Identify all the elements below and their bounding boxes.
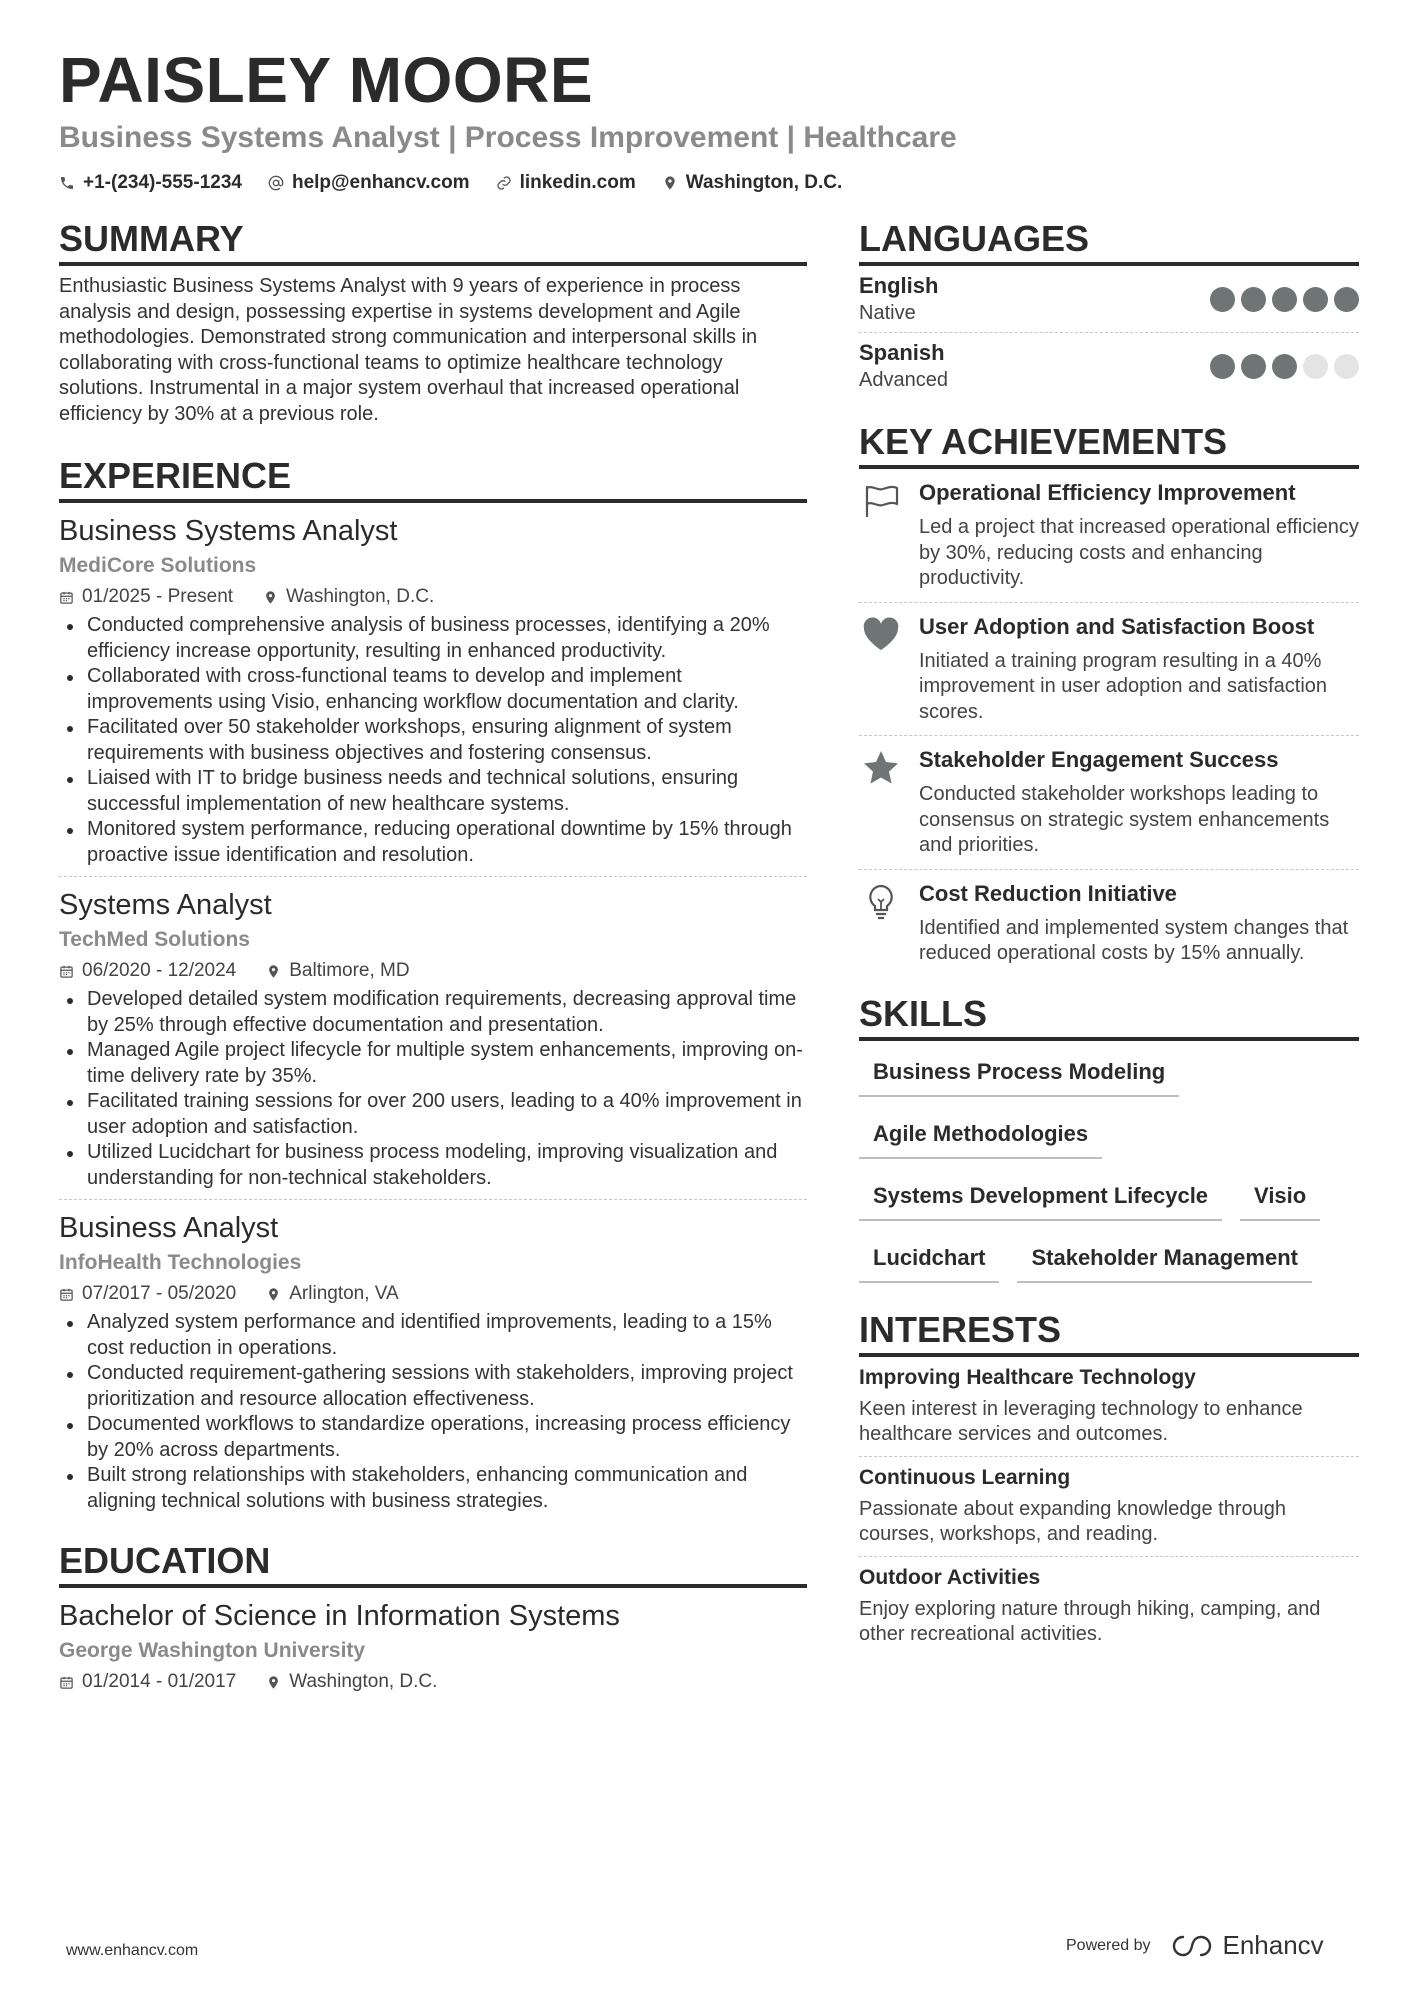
flag-icon (861, 481, 901, 521)
job-dates (59, 583, 233, 611)
calendar-icon (59, 590, 74, 605)
achievement-desc: Led a project that increased operational efficiency by 30%, reducing costs and enhancing productivity. (919, 516, 1359, 589)
job-entry (59, 503, 807, 877)
language-level: Advanced (859, 369, 948, 391)
job-bullets (59, 987, 807, 1191)
rating-dot (1272, 354, 1297, 379)
brand-logo[interactable] (1169, 1930, 1324, 1961)
achievement-item (859, 870, 1359, 977)
education-degree: Bachelor of Science in Information Systems (59, 1600, 620, 1632)
education-dates-text: 01/2014 - 01/2017 (82, 1671, 237, 1692)
job-dates (59, 1280, 236, 1308)
job-bullet: Facilitated training sessions for over 200 users, leading to a 40% improvement in user adoption and satisfaction. (59, 1089, 807, 1140)
map-pin-icon (266, 964, 281, 979)
interest-desc: Keen interest in leveraging technology to enhance healthcare services and outcomes. (859, 1397, 1303, 1445)
link-icon (496, 175, 512, 191)
interest-title: Outdoor Activities (859, 1565, 1041, 1589)
languages-section (859, 218, 1359, 399)
footer-website[interactable]: www.enhancv.com (66, 1942, 199, 1959)
achievement-item (859, 736, 1359, 870)
achievement-item (859, 603, 1359, 737)
rating-dot (1303, 287, 1328, 312)
language-item (859, 266, 1359, 333)
achievement-desc: Conducted stakeholder workshops leading to consensus on strategic system enhancements and priorities. (919, 783, 1330, 856)
job-dates-text: 06/2020 - 12/2024 (82, 960, 237, 981)
skill-tag: Visio (1240, 1177, 1320, 1221)
education-dates (59, 1668, 236, 1696)
job-bullets (59, 1310, 807, 1514)
resume-header (59, 44, 1359, 194)
language-name: Spanish (859, 340, 945, 365)
job-location-text: Arlington, VA (289, 1283, 399, 1304)
skill-tag: Stakeholder Management (1017, 1239, 1312, 1283)
education-location-text: Washington, D.C. (289, 1671, 438, 1692)
map-pin-icon (263, 590, 278, 605)
education-section (59, 1540, 807, 1704)
interest-title: Continuous Learning (859, 1465, 1071, 1489)
achievement-title: User Adoption and Satisfaction Boost (919, 613, 1315, 639)
job-dates (59, 957, 236, 985)
calendar-icon (59, 1287, 74, 1302)
job-bullet: Managed Agile project lifecycle for multiple system enhancements, improving on-time delivery rate by 35%. (59, 1038, 807, 1089)
rating-dot (1303, 354, 1328, 379)
job-bullet: Facilitated over 50 stakeholder workshops, ensuring alignment of system requirements with business objectives and fostering consensus. (59, 715, 807, 766)
job-bullets (59, 613, 807, 868)
summary-heading: SUMMARY (59, 218, 807, 266)
job-dates-text: 01/2025 - Present (82, 586, 234, 607)
education-entry (59, 1588, 807, 1704)
interest-item (859, 1457, 1359, 1557)
job-bullet: Conducted comprehensive analysis of business processes, identifying a 20% efficiency increase opportunity, resulting in enhanced productivity. (59, 613, 807, 664)
skill-tag: Agile Methodologies (859, 1115, 1102, 1159)
candidate-title: Business Systems Analyst | Process Improvement | Healthcare (59, 121, 957, 154)
job-entry (59, 877, 807, 1200)
rating-dot (1272, 287, 1297, 312)
contact-phone-text: +1-(234)-555-1234 (83, 172, 242, 193)
interests-heading: INTERESTS (859, 1309, 1359, 1357)
job-company: MediCore Solutions (59, 554, 257, 577)
job-bullet: Analyzed system performance and identified improvements, leading to a 15% cost reduction in operations. (59, 1310, 807, 1361)
rating-dot (1210, 354, 1235, 379)
contact-location-text: Washington, D.C. (685, 172, 843, 193)
skills-section (859, 993, 1359, 1283)
rating-dot (1334, 354, 1359, 379)
contact-bar (59, 172, 1359, 194)
language-rating (1210, 287, 1359, 312)
contact-phone[interactable] (59, 172, 242, 194)
contact-email-text: help@enhancv.com (291, 172, 470, 193)
job-bullet: Utilized Lucidchart for business process modeling, improving visualization and understanding for non-technical stakeholders. (59, 1140, 807, 1191)
skill-tag: Lucidchart (859, 1239, 999, 1283)
summary-section (59, 218, 807, 427)
interest-item (859, 1357, 1359, 1457)
skills-list (859, 1053, 1359, 1283)
job-location (266, 1280, 398, 1308)
job-meta (59, 957, 807, 985)
rating-dot (1241, 287, 1266, 312)
skills-heading: SKILLS (859, 993, 1359, 1041)
interest-item (859, 1557, 1359, 1656)
job-company: InfoHealth Technologies (59, 1251, 302, 1274)
achievement-desc: Initiated a training program resulting in a 40% improvement in user adoption and satisfaction scores. (919, 649, 1328, 723)
interests-section (859, 1309, 1359, 1656)
contact-location (662, 172, 843, 194)
languages-heading: LANGUAGES (859, 218, 1359, 266)
rating-dot (1210, 287, 1235, 312)
education-location (266, 1668, 437, 1696)
job-meta (59, 1280, 807, 1308)
experience-section (59, 455, 807, 1522)
job-bullet: Collaborated with cross-functional teams to develop and implement improvements using Visio, enhancing workflow documentation and clarity. (59, 664, 807, 715)
skill-tag: Systems Development Lifecycle (859, 1177, 1222, 1221)
job-title: Business Analyst (59, 1212, 279, 1244)
interest-desc: Enjoy exploring nature through hiking, camping, and other recreational activities. (859, 1597, 1321, 1645)
brand-name: Enhancv (1222, 1930, 1324, 1960)
star-icon (861, 748, 901, 788)
job-bullet: Developed detailed system modification requirements, decreasing approval time by 25% through effective documentation and presentation. (59, 987, 807, 1038)
job-entry (59, 1200, 807, 1522)
right-column (859, 218, 1359, 1656)
job-location-text: Baltimore, MD (289, 960, 410, 981)
achievement-desc: Identified and implemented system changes that reduced operational costs by 15% annually. (919, 916, 1349, 964)
experience-heading: EXPERIENCE (59, 455, 807, 503)
calendar-icon (59, 1675, 74, 1690)
summary-text: Enthusiastic Business Systems Analyst with 9 years of experience in process analysis and design, possessing expertise in systems development and Agile methodologies. Demonstrated strong communication and interpersonal skills in collaborating with cross-functional teams to optimize healthcare technology solutions. Instrumental in a major system overhaul that increased operational efficiency by 30% at a previous role. (59, 275, 758, 425)
job-company: TechMed Solutions (59, 928, 250, 951)
language-name: English (859, 273, 939, 298)
achievements-heading: KEY ACHIEVEMENTS (859, 421, 1359, 469)
job-location-text: Washington, D.C. (286, 586, 435, 607)
language-level: Native (859, 302, 916, 324)
job-title: Business Systems Analyst (59, 515, 398, 547)
job-location (266, 957, 409, 985)
education-heading: EDUCATION (59, 1540, 807, 1588)
candidate-name: PAISLEY MOORE (59, 44, 593, 116)
map-pin-icon (266, 1287, 281, 1302)
language-rating (1210, 354, 1359, 379)
contact-linkedin-text: linkedin.com (519, 172, 636, 193)
powered-by-text: Powered by (1066, 1936, 1151, 1954)
rating-dot (1334, 287, 1359, 312)
job-bullet: Liaised with IT to bridge business needs and technical solutions, ensuring successful implementation of new healthcare systems. (59, 766, 807, 817)
achievement-title: Operational Efficiency Improvement (919, 480, 1296, 505)
job-bullet: Documented workflows to standardize operations, increasing process efficiency by 20% across departments. (59, 1412, 807, 1463)
phone-icon (59, 175, 75, 191)
footer-branding (1066, 1930, 1324, 1961)
job-bullet: Conducted requirement-gathering sessions with stakeholders, improving project prioritization and resource allocation effectiveness. (59, 1361, 807, 1412)
education-school: George Washington University (59, 1639, 366, 1662)
job-location (263, 583, 434, 611)
left-column (59, 218, 807, 1704)
achievements-section (859, 421, 1359, 977)
job-bullet: Monitored system performance, reducing operational downtime by 15% through proactive issue identification and resolution. (59, 817, 807, 868)
job-bullet: Built strong relationships with stakeholders, enhancing communication and aligning technical solutions with business strategies. (59, 1463, 807, 1514)
heart-icon (861, 615, 901, 655)
contact-email[interactable] (268, 172, 470, 194)
achievement-title: Cost Reduction Initiative (919, 880, 1177, 906)
achievement-item (859, 469, 1359, 603)
skill-tag: Business Process Modeling (859, 1053, 1179, 1097)
enhancv-logo-icon (1169, 1933, 1215, 1959)
interest-title: Improving Healthcare Technology (859, 1365, 1196, 1389)
lightbulb-icon (861, 882, 901, 922)
rating-dot (1241, 354, 1266, 379)
job-title: Systems Analyst (59, 889, 272, 921)
map-pin-icon (662, 175, 678, 191)
language-item (859, 333, 1359, 399)
achievement-title: Stakeholder Engagement Success (919, 747, 1279, 772)
education-meta (59, 1668, 807, 1696)
at-icon (268, 175, 284, 191)
interest-desc: Passionate about expanding knowledge through courses, workshops, and reading. (859, 1497, 1286, 1545)
map-pin-icon (266, 1675, 281, 1690)
job-dates-text: 07/2017 - 05/2020 (82, 1283, 237, 1304)
job-meta (59, 583, 807, 611)
calendar-icon (59, 964, 74, 979)
contact-linkedin[interactable] (496, 172, 636, 194)
